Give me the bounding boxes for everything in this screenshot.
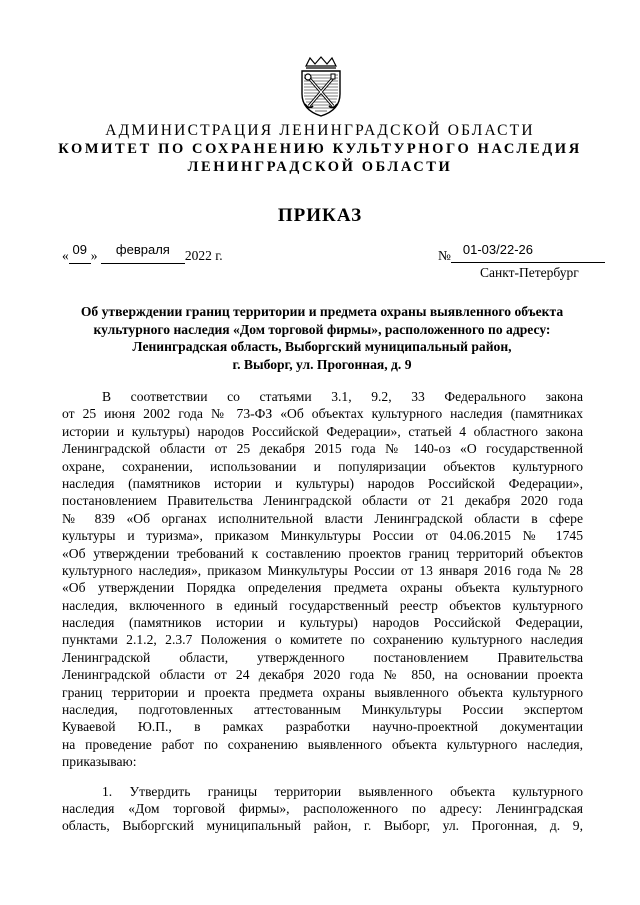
body-line: «Об утверждении Порядка определения предмета охраны объекта культурного — [62, 580, 583, 596]
body-line: постановлением Правительства Ленинградской области от 21 декабря 2020 года — [62, 493, 583, 509]
body-line: наследия (памятников истории и культуры) народов Российской Федерации», — [62, 475, 583, 491]
item-line: 1. Утвердить границы территории выявленного объекта культурного — [102, 783, 583, 799]
body-line: культуры и туризма», приказом Минкультуры России от 04.06.2015 № 1745 — [62, 528, 583, 544]
date-day: 09 — [72, 242, 87, 257]
item-line: область, Выборгский муниципальный район, г. Выборг, ул. Прогонная, д. 9, — [62, 818, 583, 834]
body-line: на проведение работ по сохранению выявленного объекта культурного наследия, — [62, 736, 583, 752]
body-line: наследия (памятников истории и культуры) народов Российской Федерации, — [62, 615, 583, 631]
date-close-quote: » — [90, 248, 98, 263]
date-month-field — [101, 242, 185, 264]
body-line: охране, сохранении, использовании и популяризации объектов культурного — [62, 458, 583, 474]
body-line: Ленинградской области от 25 декабря 2015 года № 140-оз «О государственной — [62, 441, 583, 457]
body-line: наследия, включенного в единый государственный реестр объектов культурного — [62, 597, 583, 613]
body-line: истории и культуры) народов Российской Федерации», статьей 4 областного закона — [62, 423, 583, 439]
date-open-quote: « — [62, 248, 69, 263]
body-line: границ территории и проекта предмета охраны выявленного объекта культурного — [62, 684, 583, 700]
document-type: ПРИКАЗ — [277, 205, 363, 226]
title-line: г. Выборг, ул. Прогонная, д. 9 — [232, 356, 412, 372]
title-line: Об утверждении границ территории и предмета охраны выявленного объекта — [80, 304, 564, 319]
org-line-2: КОМИТЕТ ПО СОХРАНЕНИЮ КУЛЬТУРНОГО НАСЛЕДИЯ — [58, 141, 582, 157]
body-line: № 839 «Об органах исполнительной власти Ленинградской области в сфере — [62, 510, 583, 526]
body-line: приказываю: — [62, 754, 137, 770]
document-body — [62, 388, 583, 835]
coat-of-arms-icon — [296, 56, 346, 118]
body-line: «Об утверждении требований к составлению проектов границ территорий объектов — [62, 545, 583, 561]
number-field — [451, 242, 605, 263]
body-line: культурного наследия», приказом Минкультуры России от 13 января 2016 года № 28 — [62, 562, 583, 578]
date-day-field — [69, 242, 91, 264]
body-line: пунктами 2.1.2, 2.3.7 Положения о комитете по сохранению культурного наследия — [62, 632, 583, 648]
body-line: Куваевой Ю.П., в рамках разработки научно-проектной документации — [62, 719, 583, 735]
org-line-3: ЛЕНИНГРАДСКОЙ ОБЛАСТИ — [187, 159, 453, 175]
document-date — [62, 242, 223, 264]
body-line: В соответствии со статьями 3.1, 9.2, 33 Федерального закона — [102, 389, 583, 404]
body-line: Ленинградской области от 24 декабря 2020 года № 850, на основании проекта — [62, 667, 583, 683]
number-label: № — [438, 248, 451, 263]
number-value: 01-03/22-26 — [462, 242, 534, 257]
city: Санкт-Петербург — [480, 265, 579, 280]
document-title — [64, 303, 580, 373]
date-year: 2022 г. — [184, 248, 223, 263]
body-line: наследия, подготовленных аттестованным Минкультуры России экспертом — [62, 702, 583, 718]
body-line: Ленинградской области, утвержденного постановлением Правительства — [62, 649, 583, 665]
date-month: февраля — [115, 242, 170, 257]
document-number — [438, 242, 605, 264]
title-line: Ленинградская область, Выборгский муниципальный район, — [132, 339, 512, 354]
item-line: наследия «Дом торговой фирмы», расположенного по адресу: Ленинградская — [62, 800, 583, 816]
title-line: культурного наследия «Дом торговой фирмы», расположенного по адресу: — [93, 321, 551, 337]
org-line-1: АДМИНИСТРАЦИЯ ЛЕНИНГРАДСКОЙ ОБЛАСТИ — [105, 122, 535, 139]
body-line: от 25 июня 2002 года № 73-ФЗ «Об объектах культурного наследия (памятниках — [62, 406, 583, 422]
